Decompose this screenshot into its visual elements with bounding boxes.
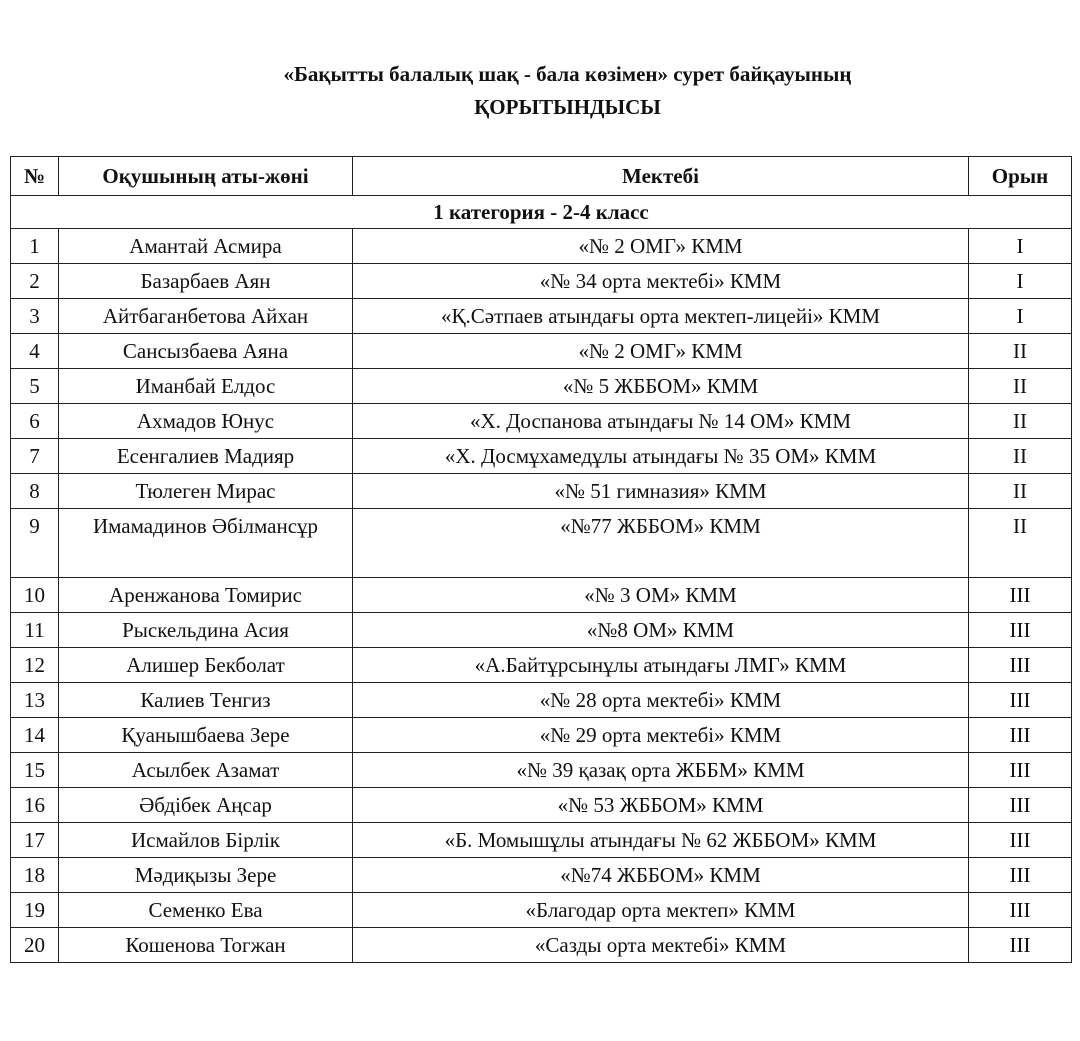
row-number: 14 xyxy=(11,718,59,753)
place-value: I xyxy=(969,229,1072,264)
table-header-row xyxy=(11,157,1072,196)
school-name: «№ 3 ОМ» КММ xyxy=(353,578,969,613)
student-name: Әбдібек Аңсар xyxy=(59,788,353,823)
student-name: Аренжанова Томирис xyxy=(59,578,353,613)
table-row xyxy=(11,823,1072,858)
school-name: «№ 51 гимназия» КММ xyxy=(353,474,969,509)
row-number: 3 xyxy=(11,299,59,334)
school-name: «№8 ОМ» КММ xyxy=(353,613,969,648)
place-value: III xyxy=(969,823,1072,858)
school-name: «Қ.Сәтпаев атындағы орта мектеп-лицейі» КММ xyxy=(353,299,969,334)
school-name: «№ 2 ОМГ» КММ xyxy=(353,334,969,369)
row-number: 12 xyxy=(11,648,59,683)
place-value: III xyxy=(969,683,1072,718)
student-name: Асылбек Азамат xyxy=(59,753,353,788)
place-value: II xyxy=(969,334,1072,369)
table-row xyxy=(11,683,1072,718)
row-number: 20 xyxy=(11,928,59,963)
student-name: Мәдиқызы Зере xyxy=(59,858,353,893)
student-name: Қуанышбаева Зере xyxy=(59,718,353,753)
column-header-place: Орын xyxy=(969,157,1072,196)
column-header-number: № xyxy=(11,157,59,196)
student-name: Тюлеген Мирас xyxy=(59,474,353,509)
row-number: 1 xyxy=(11,229,59,264)
school-name: «№ 53 ЖББОМ» КММ xyxy=(353,788,969,823)
table-row xyxy=(11,474,1072,509)
document-subtitle: ҚОРЫТЫНДЫСЫ xyxy=(474,95,661,119)
school-name: «№ 39 қазақ орта ЖББМ» КММ xyxy=(353,753,969,788)
table-row xyxy=(11,858,1072,893)
student-name: Имамадинов Әбілмансұр xyxy=(59,509,353,578)
place-value: III xyxy=(969,613,1072,648)
table-row xyxy=(11,264,1072,299)
school-name: «Х. Досмұхамедұлы атындағы № 35 ОМ» КММ xyxy=(353,439,969,474)
row-number: 19 xyxy=(11,893,59,928)
column-header-school: Мектебі xyxy=(353,157,969,196)
student-name: Калиев Тенгиз xyxy=(59,683,353,718)
place-value: III xyxy=(969,788,1072,823)
row-number: 13 xyxy=(11,683,59,718)
table-row xyxy=(11,509,1072,578)
school-name: «№ 2 ОМГ» КММ xyxy=(353,229,969,264)
row-number: 5 xyxy=(11,369,59,404)
table-row xyxy=(11,788,1072,823)
row-number: 4 xyxy=(11,334,59,369)
student-name: Кошенова Тогжан xyxy=(59,928,353,963)
row-number: 10 xyxy=(11,578,59,613)
row-number: 8 xyxy=(11,474,59,509)
category-row xyxy=(11,196,1072,229)
school-name: «№77 ЖББОМ» КММ xyxy=(353,509,969,578)
table-row xyxy=(11,334,1072,369)
table-row xyxy=(11,299,1072,334)
column-header-name: Оқушының аты-жөні xyxy=(59,157,353,196)
student-name: Айтбаганбетова Айхан xyxy=(59,299,353,334)
school-name: «№74 ЖББОМ» КММ xyxy=(353,858,969,893)
table-row xyxy=(11,578,1072,613)
table-row xyxy=(11,893,1072,928)
student-name: Базарбаев Аян xyxy=(59,264,353,299)
place-value: III xyxy=(969,893,1072,928)
table-row xyxy=(11,369,1072,404)
place-value: III xyxy=(969,858,1072,893)
student-name: Семенко Ева xyxy=(59,893,353,928)
table-body xyxy=(11,196,1072,963)
school-name: «№ 29 орта мектебі» КММ xyxy=(353,718,969,753)
row-number: 2 xyxy=(11,264,59,299)
school-name: «Х. Доспанова атындағы № 14 ОМ» КММ xyxy=(353,404,969,439)
row-number: 7 xyxy=(11,439,59,474)
place-value: I xyxy=(969,299,1072,334)
student-name: Ахмадов Юнус xyxy=(59,404,353,439)
row-number: 9 xyxy=(11,509,59,578)
student-name: Иманбай Елдос xyxy=(59,369,353,404)
table-row xyxy=(11,753,1072,788)
table-row xyxy=(11,648,1072,683)
place-value: II xyxy=(969,404,1072,439)
place-value: II xyxy=(969,509,1072,578)
place-value: III xyxy=(969,648,1072,683)
place-value: I xyxy=(969,264,1072,299)
place-value: III xyxy=(969,928,1072,963)
table-row xyxy=(11,928,1072,963)
school-name: «№ 5 ЖББОМ» КММ xyxy=(353,369,969,404)
row-number: 17 xyxy=(11,823,59,858)
row-number: 16 xyxy=(11,788,59,823)
school-name: «Б. Момышұлы атындағы № 62 ЖББОМ» КММ xyxy=(353,823,969,858)
school-name: «Благодар орта мектеп» КММ xyxy=(353,893,969,928)
table-row xyxy=(11,404,1072,439)
table-row xyxy=(11,718,1072,753)
student-name: Сансызбаева Аяна xyxy=(59,334,353,369)
place-value: II xyxy=(969,369,1072,404)
table-row xyxy=(11,229,1072,264)
page-bottom-margin xyxy=(0,970,1080,1041)
place-value: II xyxy=(969,439,1072,474)
row-number: 11 xyxy=(11,613,59,648)
school-name: «№ 28 орта мектебі» КММ xyxy=(353,683,969,718)
student-name: Исмайлов Бірлік xyxy=(59,823,353,858)
student-name: Алишер Бекболат xyxy=(59,648,353,683)
place-value: III xyxy=(969,578,1072,613)
place-value: III xyxy=(969,718,1072,753)
table-row xyxy=(11,439,1072,474)
category-label: 1 категория - 2-4 класс xyxy=(11,196,1072,229)
row-number: 18 xyxy=(11,858,59,893)
student-name: Есенгалиев Мадияр xyxy=(59,439,353,474)
student-name: Амантай Асмира xyxy=(59,229,353,264)
school-name: «Сазды орта мектебі» КММ xyxy=(353,928,969,963)
place-value: II xyxy=(969,474,1072,509)
school-name: «№ 34 орта мектебі» КММ xyxy=(353,264,969,299)
student-name: Рыскельдина Асия xyxy=(59,613,353,648)
document-title: «Бақытты балалық шақ - бала көзімен» сурет байқауының xyxy=(283,62,852,86)
school-name: «А.Байтұрсынұлы атындағы ЛМГ» КММ xyxy=(353,648,969,683)
row-number: 6 xyxy=(11,404,59,439)
row-number: 15 xyxy=(11,753,59,788)
place-value: III xyxy=(969,753,1072,788)
table-row xyxy=(11,613,1072,648)
results-table xyxy=(10,156,1072,963)
